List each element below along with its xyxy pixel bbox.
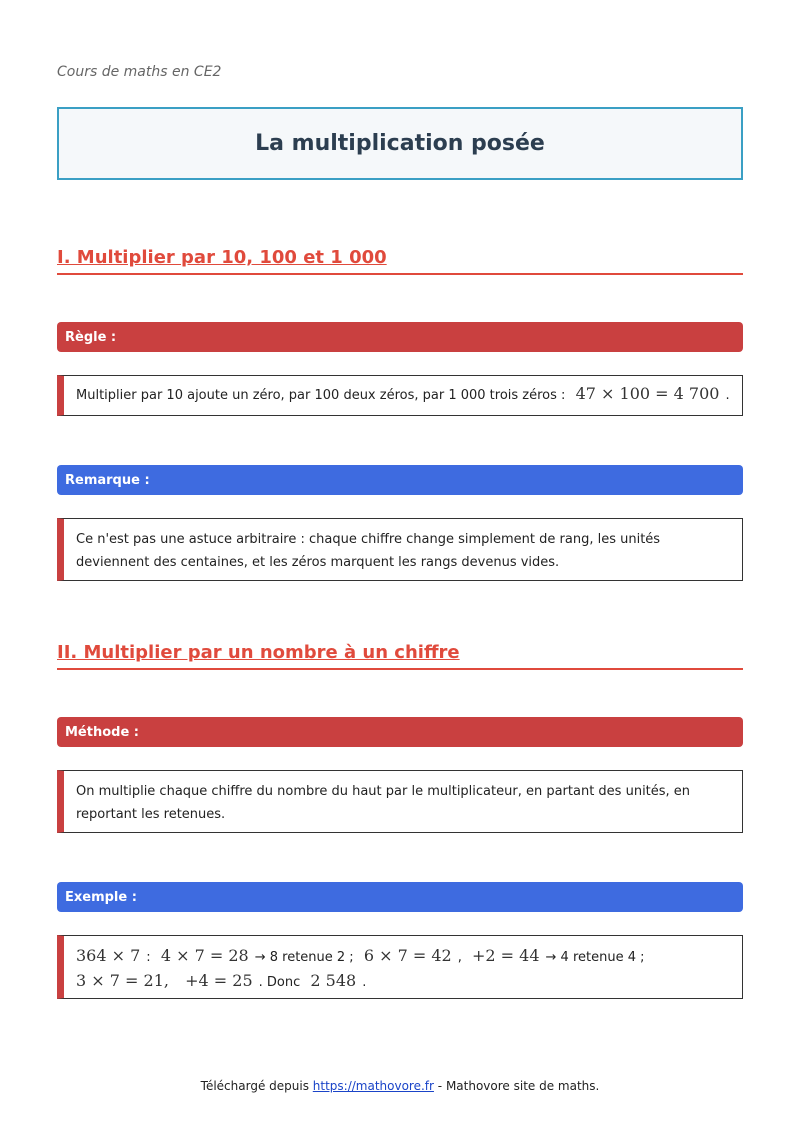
rule-label: Règle : (65, 329, 117, 345)
footer-suffix: - Mathovore site de maths. (437, 1079, 600, 1093)
example-math-4: +2 = 44 (471, 946, 540, 965)
example-box (57, 935, 743, 999)
example-math-3: 6 × 7 = 42 (363, 946, 452, 965)
rule-math: 47 × 100 = 4 700 (575, 384, 720, 403)
course-subject: Cours de maths en CE2 (57, 64, 222, 80)
footer-prefix: Téléchargé depuis (200, 1079, 309, 1093)
title-box (57, 107, 743, 180)
example-text-3: , (457, 950, 462, 965)
example-math-1: 364 × 7 (76, 946, 141, 965)
remark-box (57, 518, 743, 581)
example-line-1 (76, 944, 730, 969)
example-line-2 (76, 969, 730, 994)
example-label-bar (57, 882, 743, 912)
remark-label-bar (57, 465, 743, 495)
footer (0, 1079, 800, 1093)
method-box (57, 770, 743, 833)
method-label: Méthode : (65, 724, 140, 740)
example-text-2: → 8 retenue 2 ; (254, 950, 354, 965)
rule-text: Multiplier par 10 ajoute un zéro, par 100 deux zéros, par 1 000 trois zéros : (76, 388, 566, 403)
rule-box (57, 375, 743, 416)
example-text-1: : (146, 950, 151, 965)
example-text-6: . (362, 975, 367, 990)
page-title: La multiplication posée (255, 131, 545, 156)
method-label-bar (57, 717, 743, 747)
method-text: On multiplie chaque chiffre du nombre du haut par le multiplicateur, en partant des unités, en reportant les retenues. (76, 784, 691, 822)
section-1-title: I. Multiplier par 10, 100 et 1 000 (57, 247, 743, 275)
example-math-5: 3 × 7 = 21, (76, 971, 169, 990)
section-2-title: II. Multiplier par un nombre à un chiffre (57, 642, 743, 670)
remark-label: Remarque : (65, 472, 150, 488)
rule-end: . (725, 388, 730, 403)
footer-link[interactable]: https://mathovore.fr (312, 1079, 434, 1093)
remark-text: Ce n'est pas une astuce arbitraire : chaque chiffre change simplement de rang, les unités deviennent des centaines, et les zéros marquent les rangs devenus vides. (76, 532, 661, 570)
example-text-5: . Donc (258, 975, 301, 990)
example-text-4: → 4 retenue 4 ; (545, 950, 645, 965)
example-math-6: +4 = 25 (185, 971, 253, 990)
example-label: Exemple : (65, 889, 137, 905)
example-math-2: 4 × 7 = 28 (160, 946, 249, 965)
example-math-7: 2 548 (310, 971, 357, 990)
rule-label-bar (57, 322, 743, 352)
